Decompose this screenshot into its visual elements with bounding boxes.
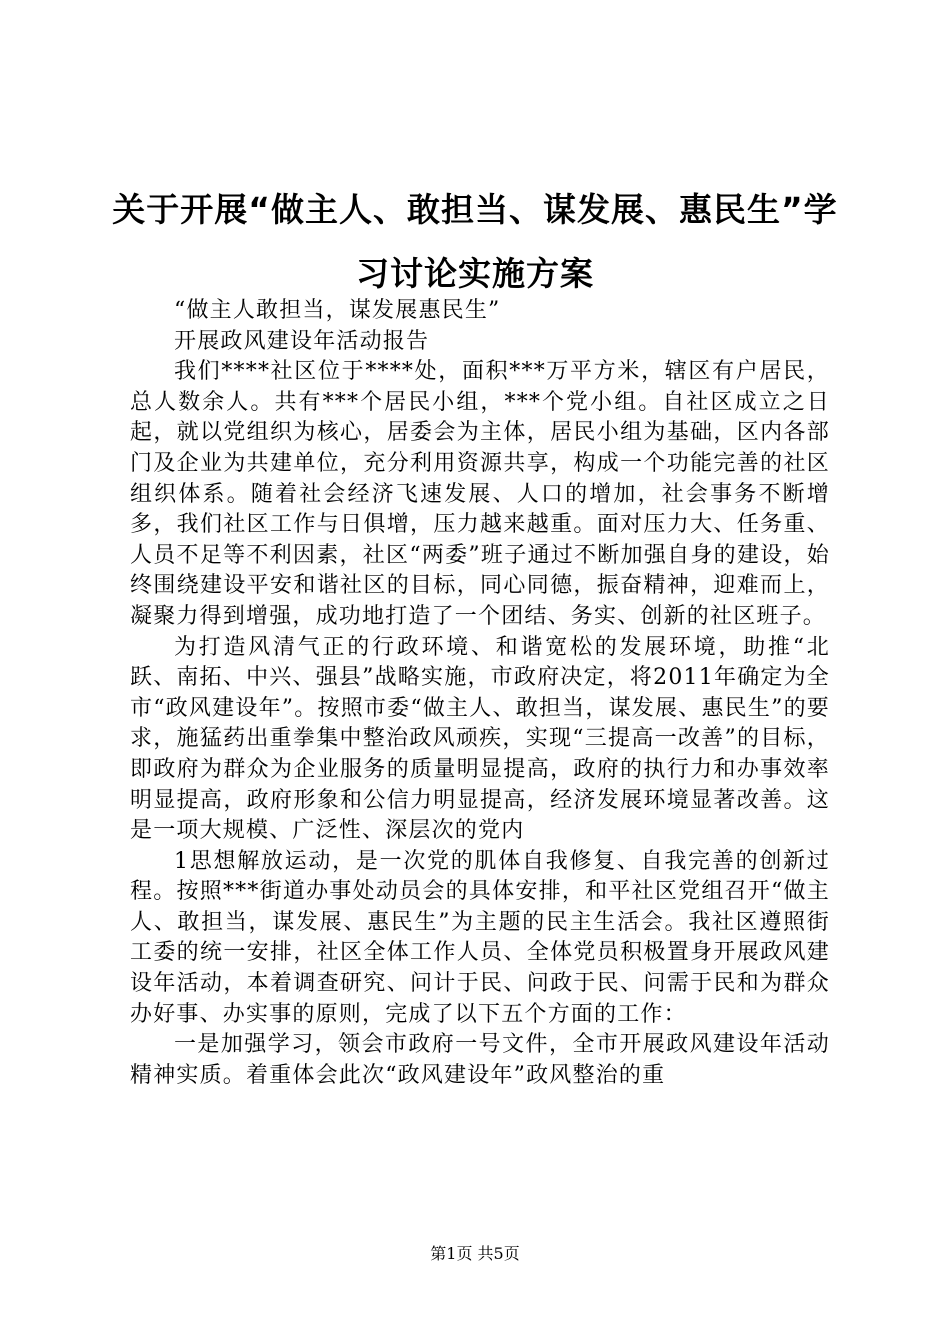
paragraph-democratic-life: 1思想解放运动，是一次党的肌体自我修复、自我完善的创新过程。按照***街道办事处动员会的具体安排，和平社区党组召开“做主人、敢担当，谋发展、惠民生”为主题的民主生活会。我社区遵照街工委的统一安排，社区全体工作人员、全体党员积极置身开展政风建设年活动，本着调查研究、问计于民、问政于民、问需于民和为群众办好事、办实事的原则，完成了以下五个方面的工作： bbox=[130, 848, 830, 1027]
paragraph-report-title: 开展政风建设年活动报告 bbox=[174, 328, 430, 354]
paragraph-slogan: “做主人敢担当，谋发展惠民生” bbox=[174, 298, 501, 323]
paragraph-government-decision: 为打造风清气正的行政环境、和谐宽松的发展环境，助推“北跃、南拓、中兴、强县”战略实施，市政府决定，将2011年确定为全市“政风建设年”。按照市委“做主人、敢担当，谋发展、惠民生”的要求，施猛药出重拳集中整治政风顽疾，实现“三提高一改善”的目标，即政府为群众为企业服务的质量明显提高，政府的执行力和办事效率明显提高，政府形象和公信力明显提高，经济发展环境显著改善。这是一项大规模、广泛性、深层次的党内 bbox=[130, 634, 830, 844]
document-title: 关于开展“做主人、敢担当、谋发展、惠民生”学习讨论实施方案 bbox=[112, 190, 838, 293]
paragraph-community-intro: 我们****社区位于****处，面积***万平方米，辖区有户居民，总人数余人。共有***个居民小组，***个党小组。自社区成立之日起，就以党组织为核心，居委会为主体，居民小组为基础，区内各部门及企业为共建单位，充分利用资源共享，构成一个功能完善的社区组织体系。随着社会经济飞速发展、人口的增加，社会事务不断增多，我们社区工作与日俱增，压力越来越重。面对压力大、任务重、人员不足等不利因素，社区“两委”班子通过不断加强自身的建设，始终围绕建设平安和谐社区的目标，同心同德，振奋精神，迎难而上，凝聚力得到增强，成功地打造了一个团结、务实、创新的社区班子。 bbox=[130, 359, 830, 629]
paragraph-first-task: 一是加强学习，领会市政府一号文件，全市开展政风建设年活动精神实质。着重体会此次“政风建设年”政风整治的重 bbox=[130, 1032, 830, 1088]
page-number-footer: 第1页 共5页 bbox=[430, 1244, 520, 1263]
document-body bbox=[130, 296, 830, 1091]
